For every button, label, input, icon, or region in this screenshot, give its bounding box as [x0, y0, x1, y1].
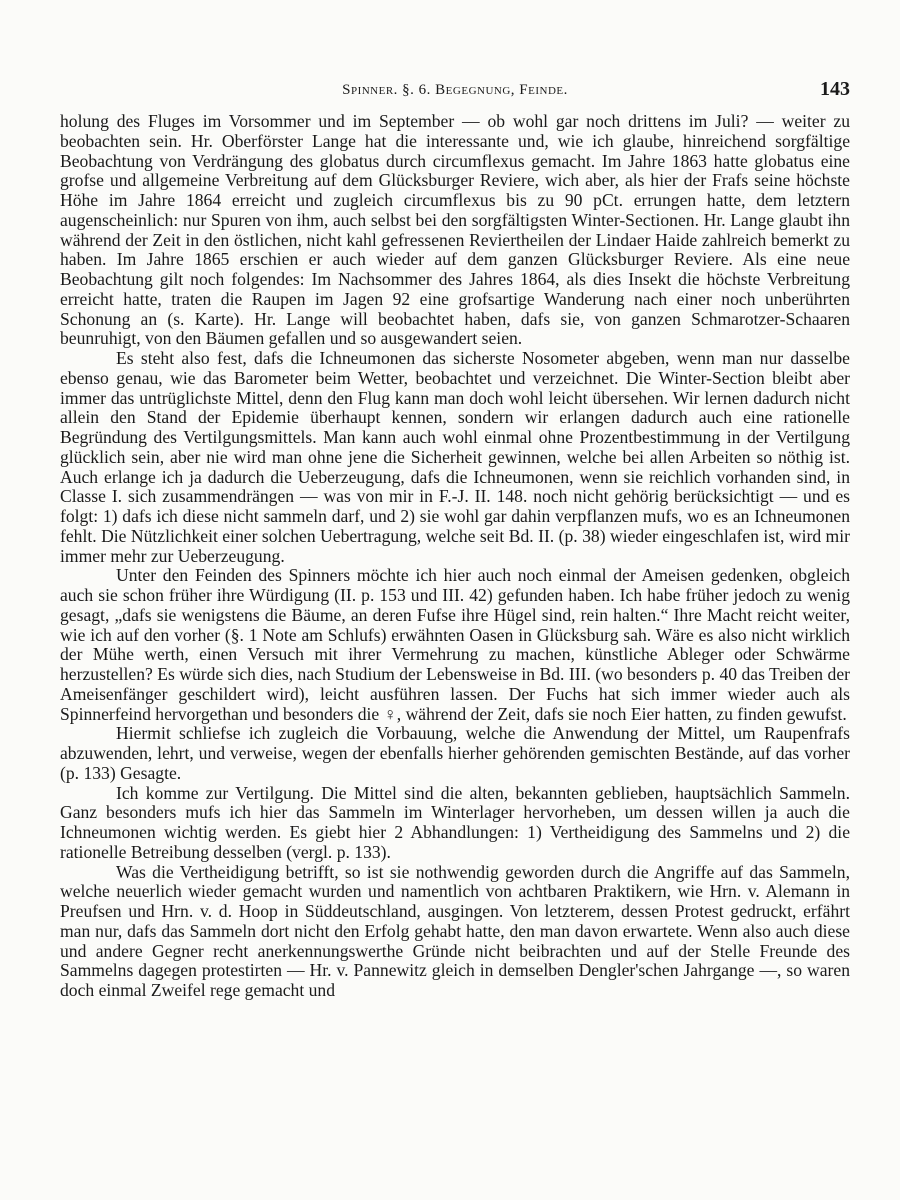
paragraph: Was die Vertheidigung betrifft, so ist sie nothwendig geworden durch die Angriffe auf das Sammeln, welche neuerlich wieder gemacht wurden und namentlich von achtbaren Praktikern, wie Hrn. v. Alemann in Preufsen und Hrn. v. d. Hoop in Süddeutschland, ausgingen. Von letzterem, dessen Protest gedruckt, erfährt man nur, dafs das Sammeln dort nicht den Erfolg gehabt hatte, den man davon erwartete. Wenn also auch diese und andere Gegner recht anerkennungswerthe Gründe nicht beibrachten und auf der Stelle Freunde des Sammelns dagegen protestirten — Hr. v. Pannewitz gleich in demselben Dengler'schen Jahrgange —, so waren doch einmal Zweifel rege gemacht und: [60, 861, 850, 1000]
paragraph: Unter den Feinden des Spinners möchte ich hier auch noch einmal der Ameisen gedenken, obgleich auch sie schon früher ihre Würdigung (II. p. 153 und III. 42) gefunden haben. Ich habe früher jedoch zu wenig gesagt, „dafs sie wenigstens die Bäume, an deren Fufse ihre Hügel sind, rein halten.“ Ihre Macht reicht weiter, wie ich auf den vorher (§. 1 Note am Schlufs) erwähnten Oasen in Glücksburg sah. Wäre es also nicht wirklich der Mühe werth, einen Versuch mit ihrer Vermehrung zu machen, künstliche Ableger oder Schwärme herzustellen? Es würde sich dies, nach Studium der Lebensweise in Bd. III. (wo besonders p. 40 das Treiben der Ameisenfänger geschildert wird), leicht ausführen lassen. Der Fuchs hat sich immer wieder auch als Spinnerfeind hervorgethan und besonders die ♀, während der Zeit, dafs sie noch Eier hatten, zu finden gewufst.: [60, 565, 850, 724]
paragraph: Hiermit schliefse ich zugleich die Vorbauung, welche die Anwendung der Mittel, um Raupenfrafs abzuwenden, lehrt, und verweise, wegen der ebenfalls hierher gehörenden gemischten Bestände, auf das vorher (p. 133) Gesagte.: [60, 723, 850, 783]
page-header: [60, 78, 850, 108]
running-head: Spinner. §. 6. Begegnung, Feinde.: [342, 82, 568, 98]
paragraph: Ich komme zur Vertilgung. Die Mittel sind die alten, bekannten geblieben, hauptsächlich Sammeln. Ganz besonders mufs ich hier das Sammeln im Winterlager hervorheben, um dessen willen ja auch die Ichneumonen wichtig werden. Es giebt hier 2 Abhandlungen: 1) Vertheidigung des Sammelns und 2) die rationelle Betreibung desselben (vergl. p. 133).: [60, 782, 850, 862]
paragraph: holung des Fluges im Vorsommer und im September — ob wohl gar noch drittens im Juli? — weiter zu beobachten sein. Hr. Oberförster Lange hat die interessante und, wie ich glaube, hinreichend sorgfältige Beobachtung von Verdrängung des globatus durch circumflexus gemacht. Im Jahre 1863 hatte globatus eine grofse und allgemeine Verbreitung auf dem Glücksburger Reviere, wich aber, als hier der Frafs seine höchste Höhe im Jahre 1864 erreicht und zugleich circumflexus bis zu 90 pCt. errungen hatte, dem letztern augenscheinlich: nur Spuren von ihm, auch selbst bei den sorgfältigsten Winter-Sectionen. Hr. Lange glaubt ihn während der Zeit in den östlichen, nicht kahl gefressenen Reviertheilen der Lindaer Haide zahlreich bemerkt zu haben. Im Jahre 1865 erschien er auch wieder auf dem ganzen Glücksburger Reviere. Als eine neue Beobachtung gilt noch folgendes: Im Nachsommer des Jahres 1864, als dies Insekt die höchste Verbreitung erreicht hatte, traten die Raupen im Jagen 92 eine grofsartige Wanderung nach einer noch unberührten Schonung an (s. Karte). Hr. Lange will beobachtet haben, dafs sie, von ganzen Schmarotzer-Schaaren beunruhigt, von den Bäumen gefallen und so ausgewandert seien.: [60, 111, 850, 349]
paragraph: Es steht also fest, dafs die Ichneumonen das sicherste Nosometer abgeben, wenn man nur dasselbe ebenso genau, wie das Barometer beim Wetter, beobachtet und verzeichnet. Die Winter-Section bleibt aber immer das untrüglichste Mittel, denn den Flug kann man doch wohl leicht übersehen. Wir lernen dadurch nicht allein den Stand der Epidemie überhaupt kennen, sondern wir erlangen dadurch auch eine rationelle Begründung des Vertilgungsmittels. Man kann auch wohl einmal ohne Prozentbestimmung in der Vertilgung glücklich sein, aber nie wird man ohne jene die Sicherheit gewinnen, welche bei allen Arbeiten so nöthig ist. Auch erlange ich ja dadurch die Ueberzeugung, dafs die Ichneumonen, wenn sie reichlich vorhanden sind, in Classe I. sich zusammendrängen — was von mir in F.-J. II. 148. noch nicht gehörig berücksichtigt — und es folgt: 1) dafs ich diese nicht sammeln darf, und 2) sie wohl gar dahin verpflanzen mufs, wo es an Ichneumonen fehlt. Die Nützlichkeit einer solchen Uebertragung, welche seit Bd. II. (p. 38) wieder eingeschlafen ist, wird mir immer mehr zur Ueberzeugung.: [60, 348, 850, 566]
page-number: 143: [820, 78, 850, 100]
body-text: [60, 112, 850, 1001]
